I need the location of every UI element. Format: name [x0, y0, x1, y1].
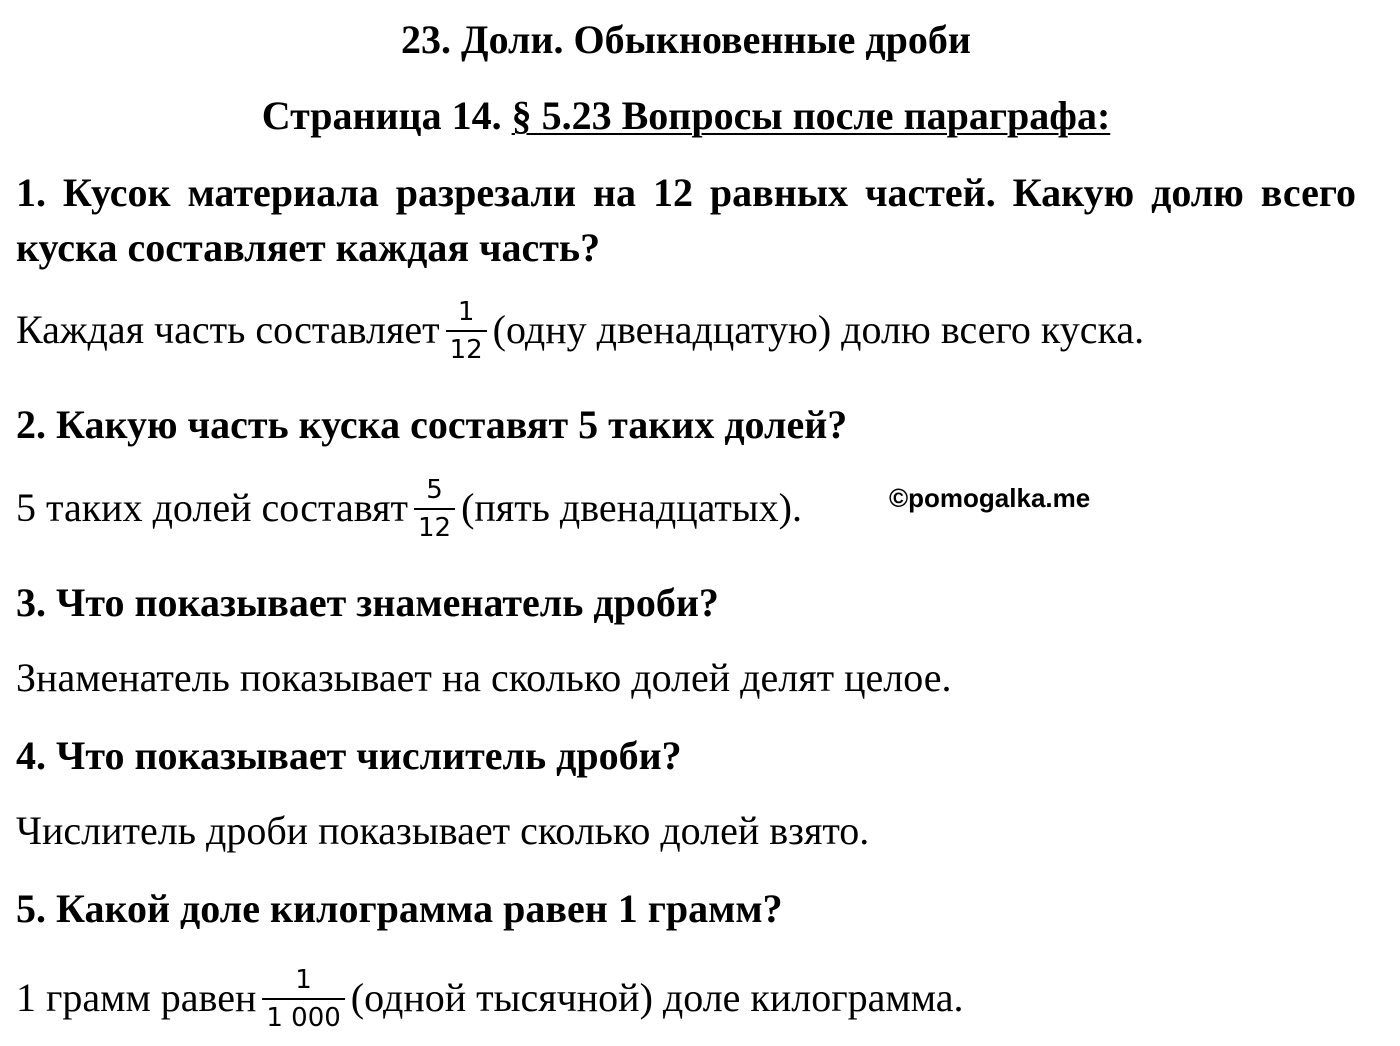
fraction-5-12 — [414, 475, 455, 543]
fraction-numerator: 5 — [414, 475, 455, 510]
answer-1-text-before: Каждая часть составляет — [16, 307, 440, 353]
answer-4: Числитель дроби показывает сколько долей взято. — [16, 808, 870, 853]
fraction-numerator: 1 — [446, 297, 487, 332]
fraction-1-12 — [446, 297, 487, 365]
answer-2-text-after: (пять двенадцатых). — [461, 485, 802, 531]
page-title: 23. Доли. Обыкновенные дроби — [401, 17, 971, 62]
section-link[interactable]: § 5.23 Вопросы после параграфа: — [511, 93, 1111, 138]
answer-5-text-after: (одной тысячной) доле килограмма. — [350, 975, 964, 1021]
question-3: 3. Что показывает знаменатель дроби? — [16, 580, 719, 625]
fraction-denominator: 12 — [417, 513, 452, 543]
answer-5 — [16, 965, 1376, 1036]
fraction-denominator: 1 000 — [266, 1003, 341, 1033]
fraction-denominator: 12 — [449, 335, 483, 365]
answer-3: Знаменатель показывает на сколько долей делят целое. — [16, 655, 952, 700]
watermark: ©pomogalka.me — [889, 483, 1091, 513]
question-4: 4. Что показывает числитель дроби? — [16, 733, 682, 778]
answer-1 — [16, 297, 1376, 368]
fraction-1-1000 — [262, 965, 344, 1033]
fraction-numerator: 1 — [262, 965, 344, 1000]
question-2: 2. Какую часть куска составят 5 таких долей? — [16, 402, 848, 447]
question-5: 5. Какой доле килограмма равен 1 грамм? — [16, 886, 783, 931]
answer-2-text-before: 5 таких долей составят — [16, 485, 408, 531]
page-subtitle — [0, 90, 1372, 142]
answer-5-text-before: 1 грамм равен — [16, 975, 257, 1021]
page-reference: Страница 14. — [261, 93, 502, 138]
answer-1-text-after: (одну двенадцатую) долю всего куска. — [492, 307, 1145, 353]
answer-2 — [16, 475, 1376, 546]
question-1: 1. Кусок материала разрезали на 12 равных частей. Какую долю всего куска составляет каждая часть? — [16, 170, 1356, 270]
